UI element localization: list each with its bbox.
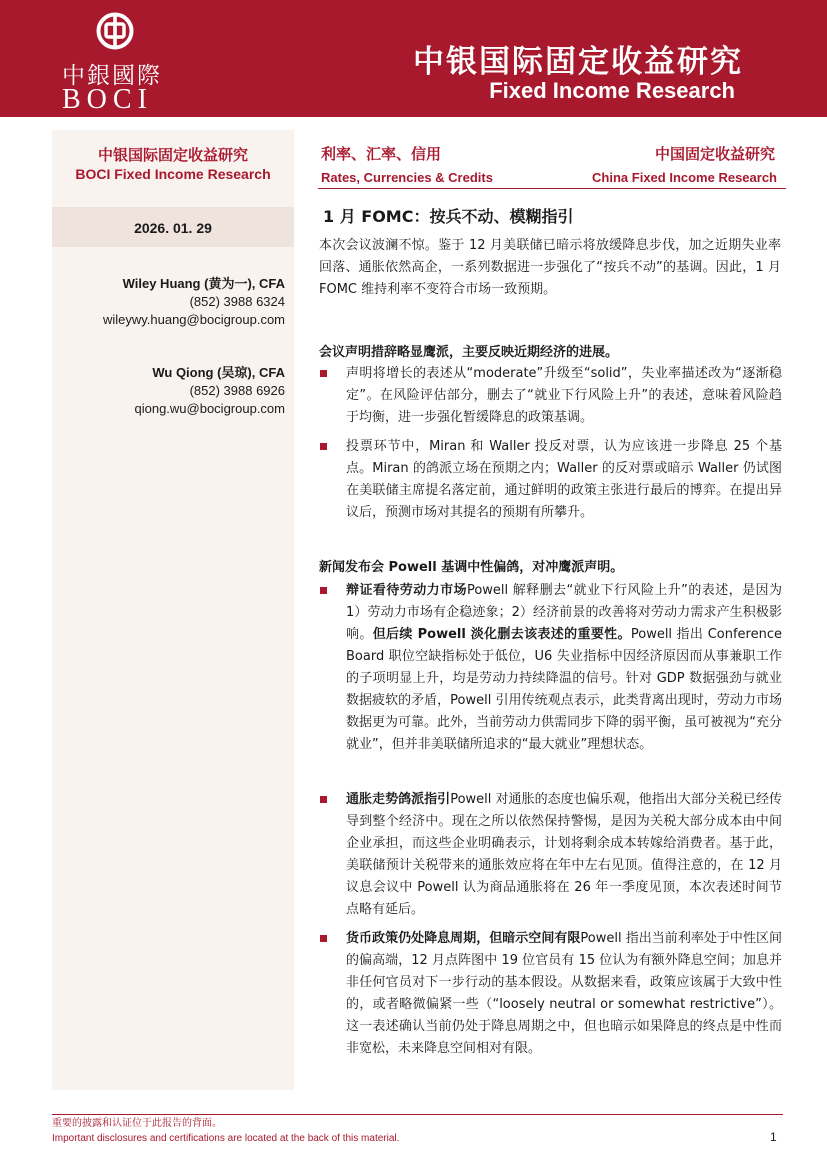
header-banner xyxy=(0,0,827,117)
sidebar-org-cn: 中银国际固定收益研究 xyxy=(97,146,248,164)
bullet-text xyxy=(346,580,782,756)
bullet-lead: 辩证看待劳动力市场 xyxy=(346,583,467,598)
bullet-square-icon xyxy=(320,370,327,377)
bullet-body: Powell 指出当前利率处于中性区间的偏高端，12 月点阵图中 19 位官员有 15 位认为有额外降息空间；加息并非任何官员对下一步行动的基本假设。从数据来看，政策应该属于大致中性的，或者略微偏紧一些（“loosely neutral or somewhat restrictive”）。这一表述确认当前仍处于降息周期之中，但也暗示如果降息的终点是中性而非宽松，未来降息空间相对有限。 xyxy=(346,931,782,1056)
bullet-body: Powell 解释删去“就业下行风险上升”的表述，是因为 1）劳动力市场有企稳迹象；2）经济前景的改善将对劳动力需求产生积极影响。 xyxy=(346,583,782,642)
author-email[interactable]: wileywy.huang@bocigroup.com xyxy=(102,312,285,327)
report-date: 2026. 01. 29 xyxy=(134,220,212,236)
section-heading: 新闻发布会 Powell 基调中性偏鸽，对冲鹰派声明。 xyxy=(319,560,624,575)
sidebar-org-en: BOCI Fixed Income Research xyxy=(75,166,271,182)
bullet-square-icon xyxy=(320,587,327,594)
bullet-item xyxy=(320,580,782,756)
bullet-text: 投票环节中，Miran 和 Waller 投反对票，认为应该进一步降息 25 个基点。Miran 的鸽派立场在预期之内；Waller 的反对票或暗示 Waller 仍试图在美联储主席提名落定前，通过鲜明的政策主张进行最后的博弈。在提出异议后，预测市场对其提名的预期有所攀升。 xyxy=(346,439,782,520)
author-email[interactable]: qiong.wu@bocigroup.com xyxy=(134,401,285,416)
bullet-text xyxy=(346,928,782,1060)
logo-chinese-name: 中銀國際 xyxy=(62,63,162,89)
bullet-item xyxy=(320,363,782,429)
bullet-text: 声明将增长的表述从“moderate”升级至“solid”，失业率描述改为“逐渐稳定”。在风险评估部分，删去了“就业下行风险上升”的表述，意味着风险趋于均衡，进一步强化暂缓降息的政策基调。 xyxy=(346,366,782,425)
bullet-square-icon xyxy=(320,443,327,450)
bullet-emphasis: 但后续 Powell 淡化删去该表述的重要性。 xyxy=(372,627,631,642)
bullet-item xyxy=(320,928,782,1060)
series-en: China Fixed Income Research xyxy=(592,170,777,185)
bullet-lead: 货币政策仍处降息周期，但暗示空间有限 xyxy=(346,931,581,946)
bullet-text xyxy=(346,789,782,921)
category-en: Rates, Currencies & Credits xyxy=(321,170,493,185)
bullet-body: Powell 对通胀的态度也偏乐观，他指出大部分关税已经传导到整个经济中。现在之所以依然保持警惕，是因为关税大部分成本由中间企业承担，而这些企业明确表示，计划将剩余成本转嫁给消费者。基于此，美联储预计关税带来的通胀效应将在年中左右见顶。值得注意的，在 12 月议息会议中 Powell 认为商品通胀将在 26 年一季度见顶，本次表述时间节点略有延后。 xyxy=(346,792,782,917)
bullet-body: Powell 指出 Conference Board 职位空缺指标处于低位，U6 失业指标中因经济原因而从事兼职工作的子项明显上升，均是劳动力持续降温的信号。针对 GDP 数据强劲与就业数据疲软的矛盾，Powell 引用传统观点表示，此类背离出现时，劳动力市场数据更为可靠。此外，当前劳动力供需同步下降的弱平衡，虽可被视为“充分就业”，但并非美联储所追求的“最大就业”理想状态。 xyxy=(346,627,782,752)
banner-title-en: Fixed Income Research xyxy=(489,78,735,103)
page-number: 1 xyxy=(770,1130,777,1144)
disclaimer-en: Important disclosures and certifications are located at the back of this material. xyxy=(52,1133,400,1144)
report-title: 1 月 FOMC：按兵不动、模糊指引 xyxy=(323,207,574,226)
banner-title-cn: 中银国际固定收益研究 xyxy=(413,44,743,80)
bullet-item xyxy=(320,789,782,921)
section-heading: 会议声明措辞略显鹰派，主要反映近期经济的进展。 xyxy=(319,345,619,360)
series-cn: 中国固定收益研究 xyxy=(654,145,775,163)
intro-paragraph: 本次会议波澜不惊。鉴于 12 月美联储已暗示将放缓降息步伐，加之近期失业率回落、通胀依然高企，一系列数据进一步强化了“按兵不动”的基调。因此，1 月 FOMC 维持利率不变符合市场一致预期。 xyxy=(319,238,781,297)
header-divider xyxy=(318,188,786,189)
disclaimer-cn: 重要的披露和认证位于此报告的背面。 xyxy=(52,1118,222,1129)
bullet-square-icon xyxy=(320,796,327,803)
boci-logo-icon xyxy=(96,12,134,50)
category-cn: 利率、汇率、信用 xyxy=(321,145,442,163)
bullet-item xyxy=(320,436,782,524)
sidebar-panel xyxy=(52,130,294,1090)
author-phone: (852) 3988 6324 xyxy=(189,294,285,309)
bullet-lead: 通胀走势鸽派指引 xyxy=(346,792,451,807)
author-phone: (852) 3988 6926 xyxy=(189,383,285,398)
author-card xyxy=(103,275,285,329)
author-card xyxy=(134,364,285,418)
logo-english-name: BOCI xyxy=(62,84,153,115)
author-name: Wu Qiong (吴琼), CFA xyxy=(152,365,285,380)
author-name: Wiley Huang (黄为一), CFA xyxy=(122,276,285,291)
bullet-square-icon xyxy=(320,935,327,942)
